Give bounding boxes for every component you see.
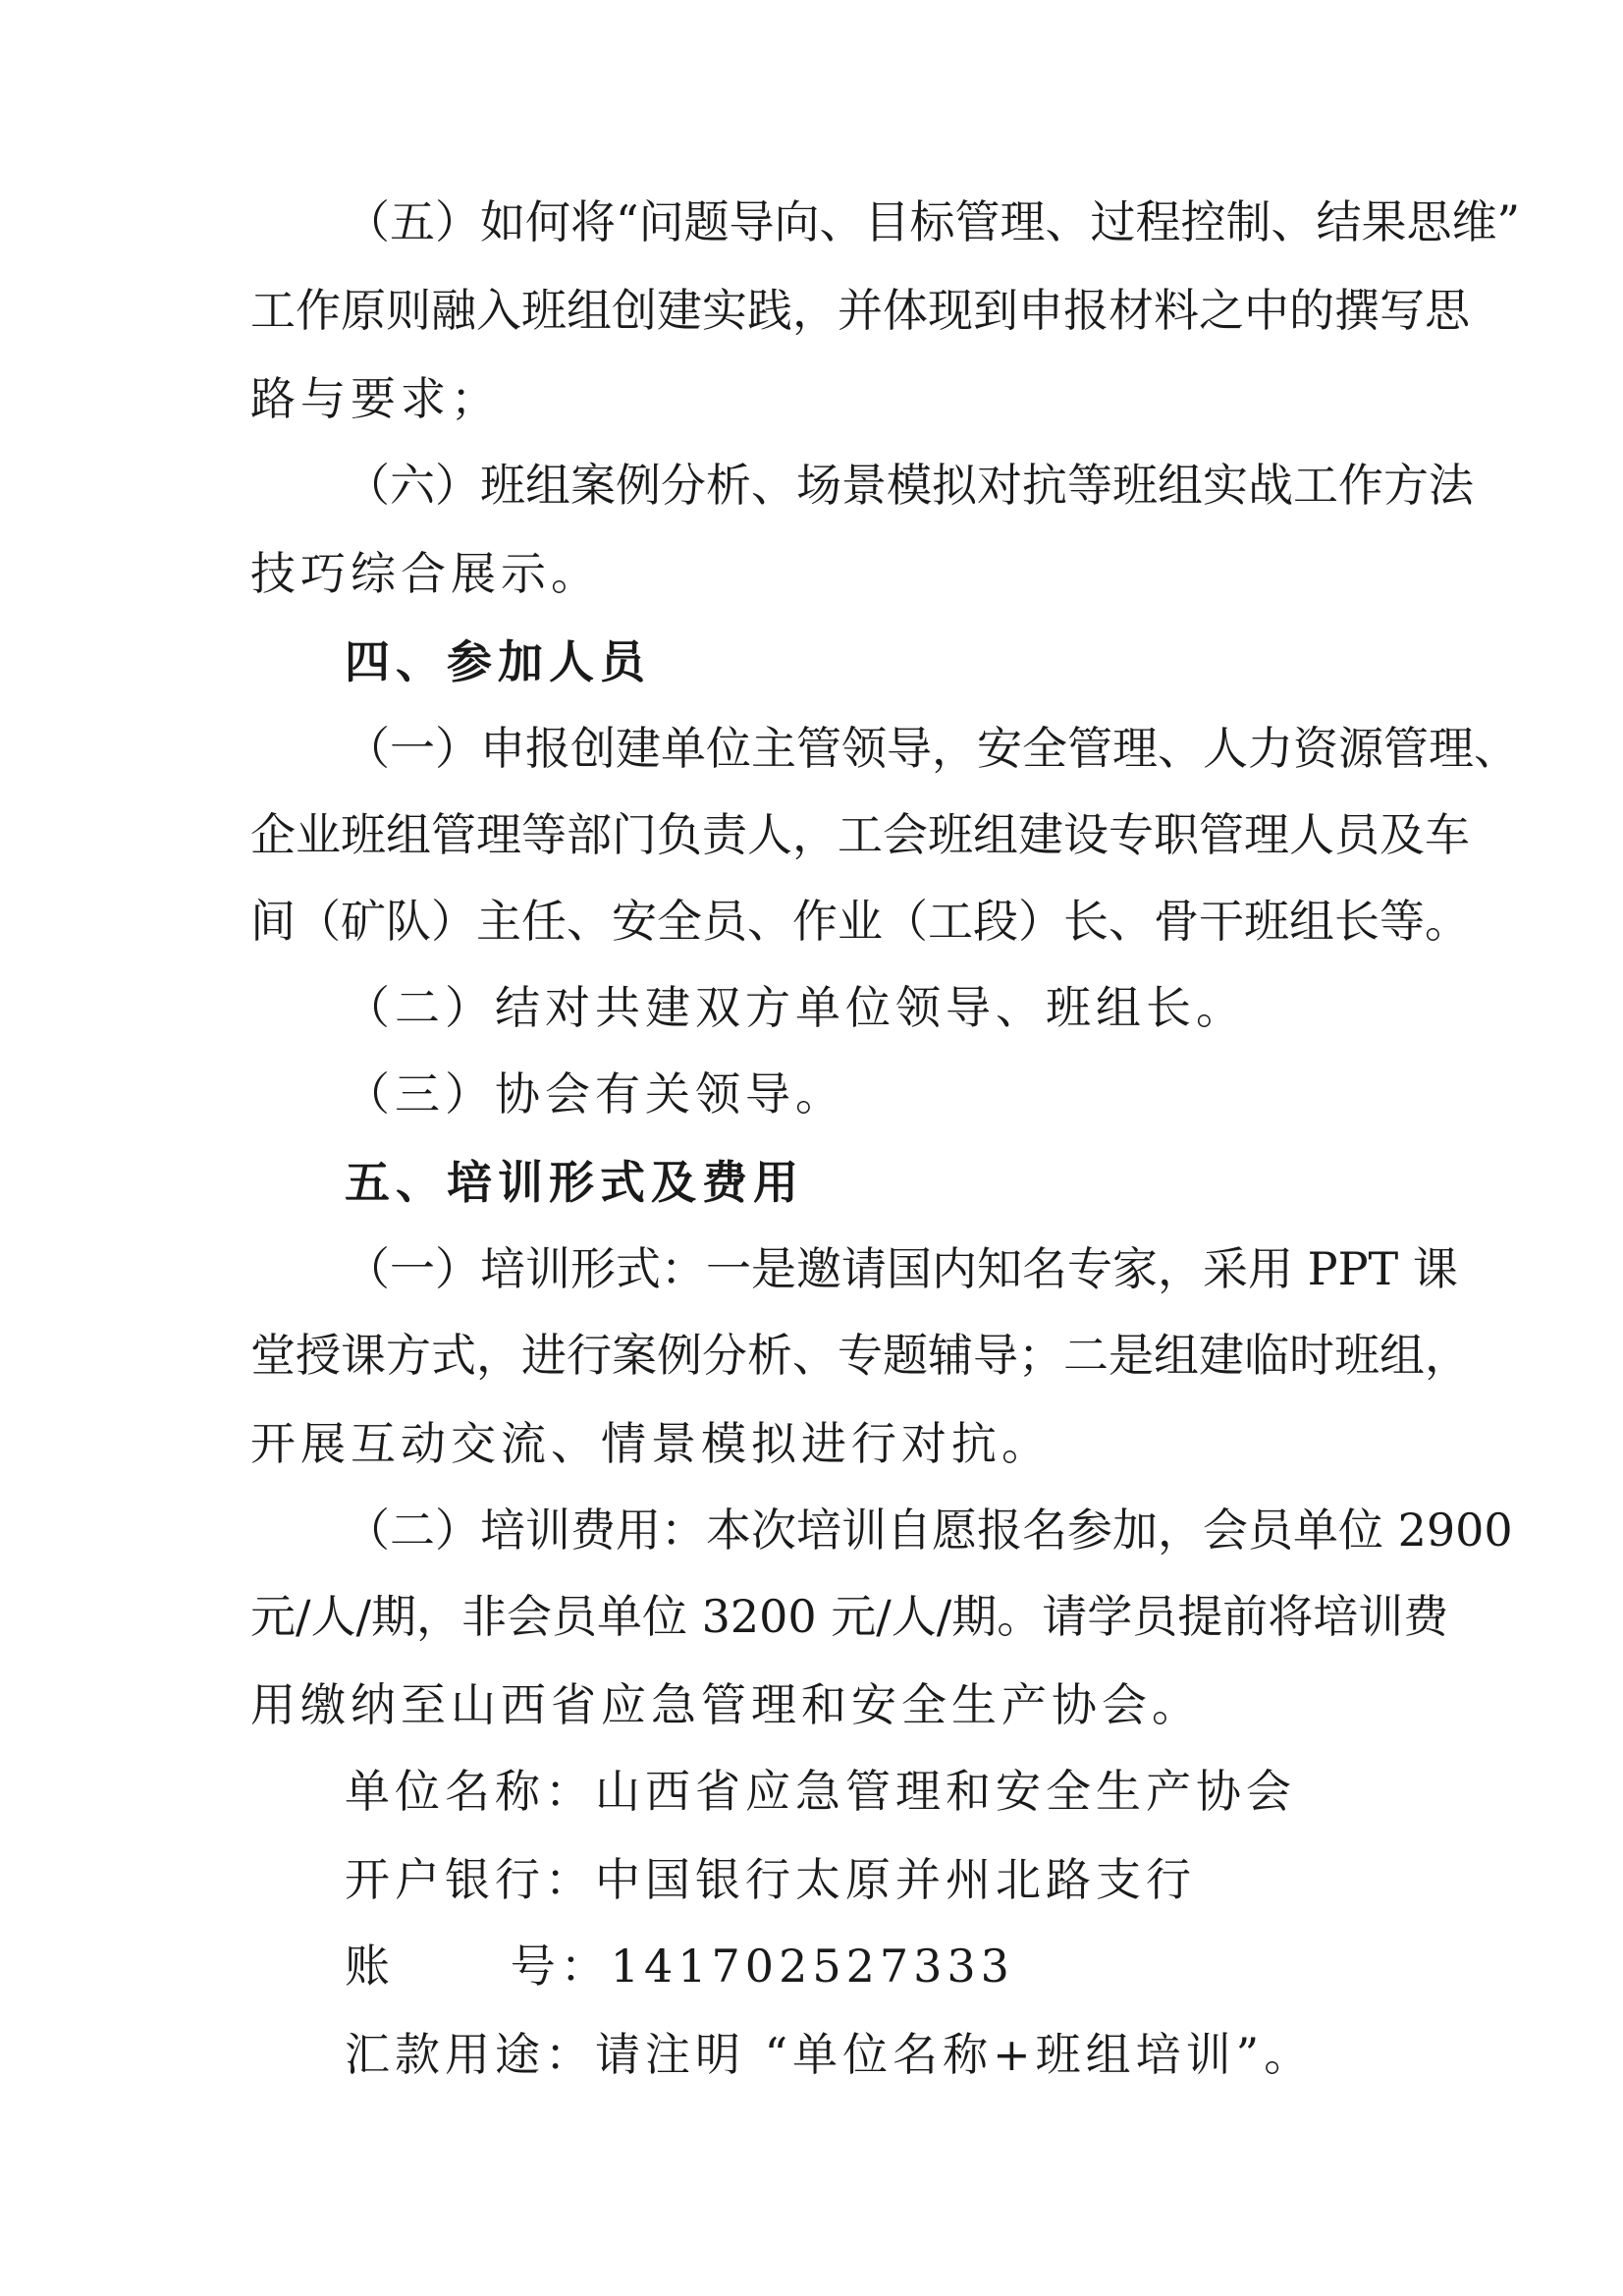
participants-item-3: （三）协会有关领导。 xyxy=(345,1067,845,1121)
training-form-line-2: 堂授课方式，进行案例分析、专题辅导；二是组建临时班组， xyxy=(250,1329,1470,1382)
section-heading-training-form-fees: 五、培训形式及费用 xyxy=(345,1156,804,1209)
training-fee-line-2: 元/人/期，非会员单位 3200 元/人/期。请学员提前将培训费 xyxy=(250,1590,1449,1643)
paragraph-item-6-line-1: （六）班组案例分析、场景模拟对抗等班组实战工作方法 xyxy=(345,459,1474,512)
paragraph-item-5-line-3: 路与要求； xyxy=(250,372,501,425)
training-fee-line-3: 用缴纳至山西省应急管理和安全生产协会。 xyxy=(250,1678,1202,1731)
paragraph-item-5-line-2: 工作原则融入班组创建实践，并体现到申报材料之中的撰写思 xyxy=(250,284,1470,337)
paragraph-item-5-line-1: （五）如何将“问题导向、目标管理、过程控制、结果思维” xyxy=(345,195,1521,248)
account-bank: 开户银行：中国银行太原并州北路支行 xyxy=(345,1853,1196,1906)
section-heading-participants: 四、参加人员 xyxy=(345,635,651,688)
training-fee-line-1: （二）培训费用：本次培训自愿报名参加，会员单位 2900 xyxy=(345,1503,1513,1557)
participants-item-1-line-1: （一）申报创建单位主管领导，安全管理、人力资源管理、 xyxy=(345,722,1519,775)
participants-item-1-line-3: 间（矿队）主任、安全员、作业（工段）长、骨干班组长等。 xyxy=(250,895,1470,948)
account-number: 账 号：141702527333 xyxy=(345,1940,1014,1993)
training-form-line-3: 开展互动交流、情景模拟进行对抗。 xyxy=(250,1417,1052,1470)
participants-item-2: （二）结对共建双方单位领导、班组长。 xyxy=(345,981,1246,1034)
training-form-line-1: （一）培训形式：一是邀请国内知名专家，采用 PPT 课 xyxy=(345,1242,1458,1295)
remittance-purpose: 汇款用途：请注明 “单位名称+班组培训”。 xyxy=(345,2028,1315,2081)
account-name: 单位名称：山西省应急管理和安全生产协会 xyxy=(345,1765,1296,1818)
paragraph-item-6-line-2: 技巧综合展示。 xyxy=(250,547,601,600)
participants-item-1-line-2: 企业班组管理等部门负责人，工会班组建设专职管理人员及车 xyxy=(250,808,1470,861)
